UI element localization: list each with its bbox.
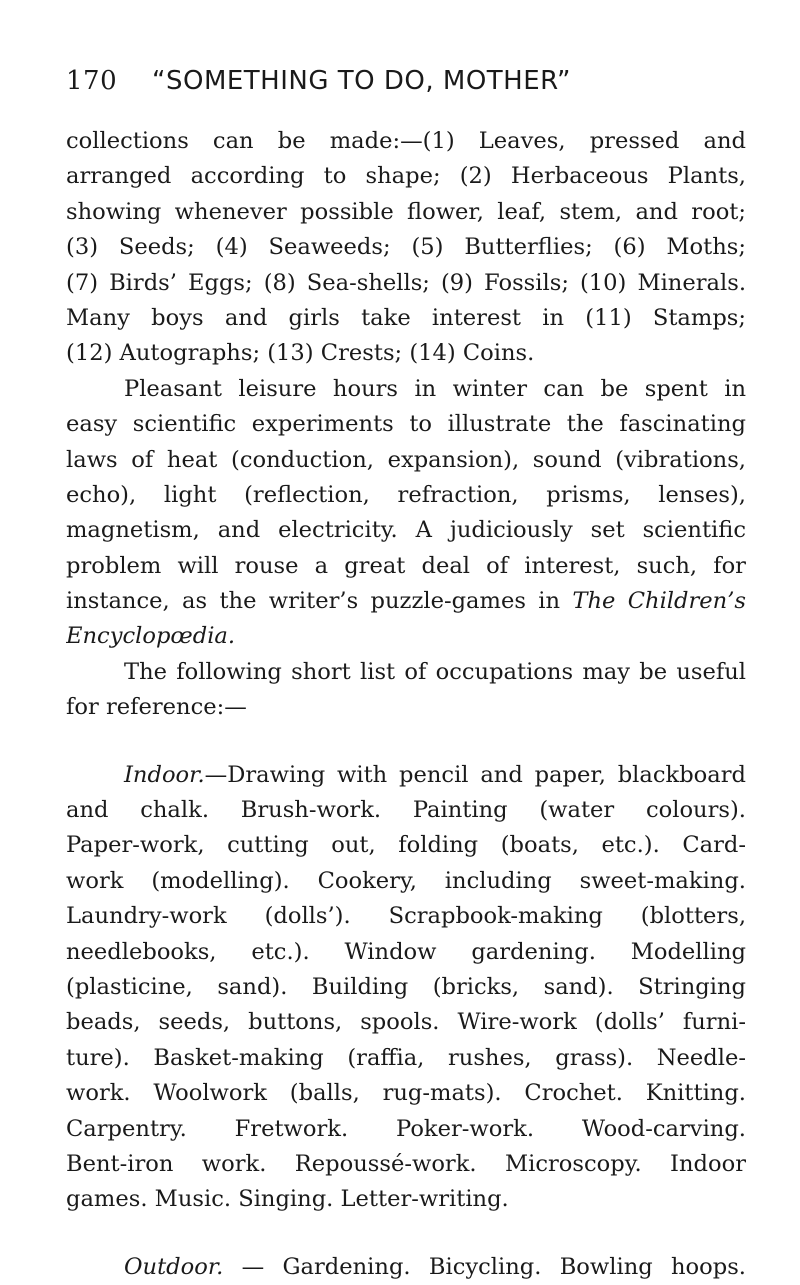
- text-line: ture). Basket-making (raffia, rushes, grass). Needle-: [66, 1044, 746, 1071]
- text-line: echo), light (reflection, refraction, prisms, lenses),: [66, 481, 746, 508]
- text-line: beads, seeds, buttons, spools. Wire-work (dolls’ furni-: [66, 1009, 746, 1036]
- text-line: needlebooks, etc.). Window gardening. Modelling: [66, 938, 746, 965]
- text-line: for reference:—: [66, 694, 247, 721]
- section-gap: [66, 726, 746, 758]
- text-line: Laundry-work (dolls’). Scrapbook-making (blotters,: [66, 903, 746, 930]
- text-line: collections can be made:—(1) Leaves, pressed and: [66, 128, 746, 154]
- text-line: arranged according to shape; (2) Herbaceous Plants,: [66, 163, 746, 190]
- text-line: games. Music. Singing. Letter-writing.: [66, 1186, 509, 1213]
- text-line: laws of heat (conduction, expansion), sound (vibrations,: [66, 446, 746, 473]
- text-line: magnetism, and electricity. A judiciously set scientific: [66, 517, 746, 544]
- running-title: “SOMETHING TO DO, MOTHER”: [152, 66, 572, 96]
- text-line: [66, 584, 746, 619]
- text-line: Bent-iron work. Repoussé-work. Microscopy. Indoor: [66, 1150, 746, 1177]
- book-title: The Children’s: [572, 588, 746, 615]
- text-fragment: —Drawing with pencil and paper, blackboard: [204, 761, 746, 788]
- text-fragment: instance, as the writer’s puzzle-games in: [66, 588, 561, 615]
- text-line: Pleasant leisure hours in winter can be spent in: [124, 375, 746, 402]
- section-gap: [66, 1218, 746, 1250]
- body-text: [66, 124, 746, 1285]
- running-head: [66, 60, 746, 108]
- text-fragment: — Gardening. Bicycling. Bowling hoops.: [223, 1253, 746, 1280]
- text-line: and chalk. Brush-work. Painting (water colours).: [66, 797, 746, 824]
- text-line: [66, 1250, 746, 1285]
- text-line: problem will rouse a great deal of interest, such, for: [66, 552, 746, 579]
- text-line: Paper-work, cutting out, folding (boats, etc.). Card-: [66, 832, 746, 859]
- text-line: easy scientific experiments to illustrate the fascinating: [66, 411, 746, 438]
- text-line: Many boys and girls take interest in (11) Stamps;: [66, 304, 746, 331]
- text-line: work (modelling). Cookery, including sweet-making.: [66, 867, 746, 894]
- outdoor-label: Outdoor.: [124, 1253, 224, 1280]
- text-line: [66, 758, 746, 793]
- text-line: showing whenever possible flower, leaf, stem, and root;: [66, 198, 746, 225]
- text-line: The following short list of occupations may be useful: [124, 658, 746, 685]
- text-line: work. Woolwork (balls, rug-mats). Crochet. Knitting.: [66, 1080, 746, 1107]
- text-line: (7) Birds’ Eggs; (8) Sea-shells; (9) Fossils; (10) Minerals.: [66, 269, 746, 296]
- indoor-label: Indoor.: [124, 761, 205, 788]
- page-number: 170: [66, 66, 118, 96]
- text-line: (12) Autographs; (13) Crests; (14) Coins.: [66, 340, 535, 367]
- text-line: (3) Seeds; (4) Seaweeds; (5) Butterflies; (6) Moths;: [66, 234, 746, 261]
- text-line: Encyclopœdia.: [66, 623, 236, 650]
- text-line: (plasticine, sand). Building (bricks, sand). Stringing: [66, 973, 746, 1000]
- text-line: Carpentry. Fretwork. Poker-work. Wood-carving.: [66, 1115, 746, 1142]
